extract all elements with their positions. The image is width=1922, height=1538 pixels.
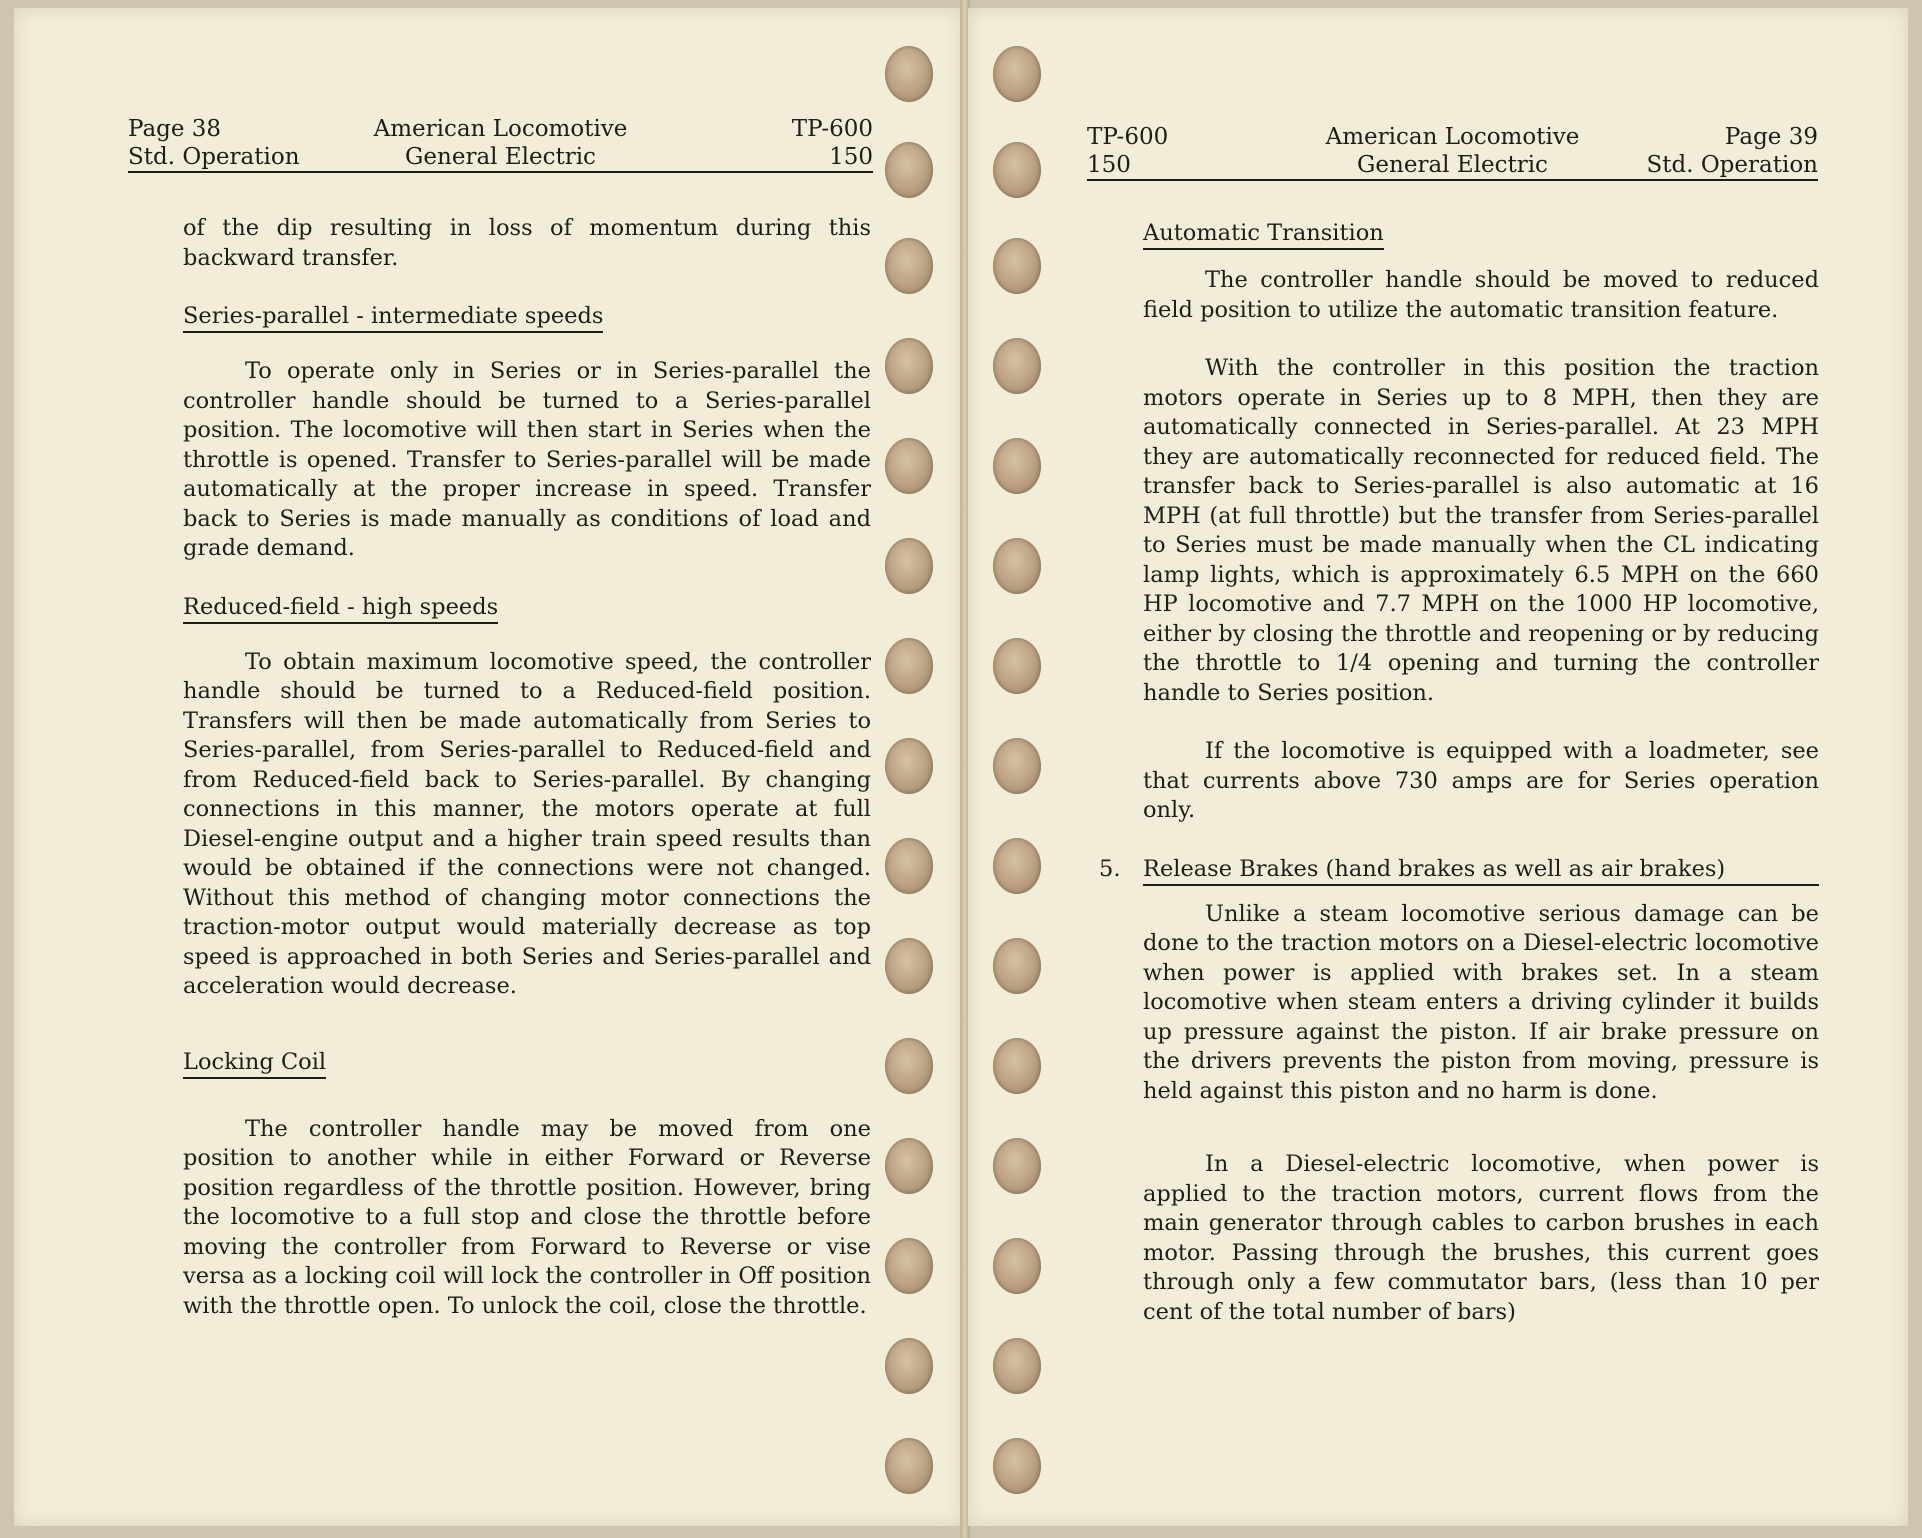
section-paragraph: The controller handle may be moved from one position to another while in either Forward or Reverse position regardless of the throttle position. However, bring the locomotive to a full stop and close the throttle before moving the controller from Forward to Reverse or vise versa as a locking coil will lock the controller in Off position with the throttle open. To unlock the coil, close the throttle. [183, 1115, 871, 1319]
right-page-header [1087, 123, 1818, 181]
section-paragraph: To obtain maximum locomotive speed, the controller handle should be turned to a Reduced-field position. Transfers will then be made automatically from Series to Series-parallel, from Series-parallel to Reduced-field and from Reduced-field back to Series-parallel. By changing connections in this manner, the motors operate at full Diesel-engine output and a higher train speed results than would be obtained if the connections were not changed. Without this method of changing motor connections the traction-motor output would materially decrease as top speed is approached in both Series and Series-parallel and acceleration would decrease. [183, 648, 871, 999]
header-subtitle: General Electric [1357, 152, 1548, 178]
left-page-header [128, 115, 873, 173]
page-number: Page 38 [128, 116, 222, 142]
binding-hole [885, 142, 933, 198]
binding-hole [885, 1438, 933, 1494]
section-paragraph: In a Diesel-electric locomotive, when power is applied to the traction motors, current flows from the main generator through cables to carbon brushes in each motor. Passing through the brushes, this current goes through only a few commutator bars, (less than 10 per cent of the total number of bars) [1143, 1151, 1819, 1325]
binding-hole [993, 1238, 1041, 1294]
binding-hole [993, 46, 1041, 102]
binding-hole [885, 338, 933, 394]
binding-hole [993, 238, 1041, 294]
binding-hole [885, 438, 933, 494]
section-paragraph: With the controller in this position the traction motors operate in Series up to 8 MPH, then they are automatically connected in Series-parallel. At 23 MPH they are automatically reconnected for reduced field. The transfer back to Series-parallel is also automatic at 16 MPH (at full throttle) but the transfer from Series-parallel to Series must be made manually when the CL indicating lamp lights, which is approximately 6.5 MPH on the 660 HP locomotive and 7.7 MPH on the 1000 HP locomotive, either by closing the throttle and reopening or by reducing the throttle to 1/4 opening and turning the controller handle to Series position. [1143, 355, 1819, 706]
right-page [968, 8, 1908, 1526]
binding-hole [993, 338, 1041, 394]
binding-holes-right [988, 0, 1048, 1538]
section-heading: Release Brakes (hand brakes as well as air brakes) [1143, 855, 1819, 886]
doc-id: TP-600 [1087, 124, 1169, 150]
binding-hole [993, 1438, 1041, 1494]
section-label: Std. Operation [1646, 152, 1818, 178]
intro-paragraph: of the dip resulting in loss of momentum during this backward transfer. [183, 215, 871, 271]
page-number: Page 39 [1724, 124, 1818, 150]
section-heading: Automatic Transition [1143, 219, 1384, 250]
binding-hole [993, 738, 1041, 794]
binding-hole [993, 142, 1041, 198]
section-paragraph: Unlike a steam locomotive serious damage can be done to the traction motors on a Diesel-electric locomotive when power is applied with brakes set. In a steam locomotive when steam enters a driving cylinder it builds up pressure against the piston. If air brake pressure on the drivers prevents the piston from moving, pressure is held against this piston and no harm is done. [1143, 900, 1819, 1104]
right-page-body [1099, 219, 1819, 1327]
binding-hole [993, 1338, 1041, 1394]
binding-hole [993, 838, 1041, 894]
binding-holes-left [880, 0, 940, 1538]
binding-hole [993, 438, 1041, 494]
section-paragraph: If the locomotive is equipped with a loadmeter, see that currents above 730 amps are for Series operation only. [1143, 738, 1819, 823]
binding-hole [885, 1138, 933, 1194]
header-subtitle: General Electric [405, 144, 596, 170]
binding-hole [993, 938, 1041, 994]
header-title: American Locomotive [373, 116, 628, 142]
binding-hole [885, 1338, 933, 1394]
binding-hole [993, 1038, 1041, 1094]
left-page-body [183, 214, 871, 1321]
section-paragraph: The controller handle should be moved to reduced field position to utilize the automatic transition feature. [1143, 267, 1819, 323]
binding-hole [885, 538, 933, 594]
section-heading: Locking Coil [183, 1048, 326, 1079]
left-page [14, 8, 962, 1526]
binding-hole [885, 1038, 933, 1094]
binding-hole [885, 46, 933, 102]
doc-number: 150 [1087, 152, 1131, 178]
binding-hole [993, 638, 1041, 694]
section-paragraph: To operate only in Series or in Series-parallel the controller handle should be turned to a Series-parallel position. The locomotive will then start in Series when the throttle is opened. Transfer to Series-parallel will be made automatically at the proper increase in speed. Transfer back to Series is made manually as conditions of load and grade demand. [183, 358, 871, 561]
header-title: American Locomotive [1325, 124, 1580, 150]
binding-hole [885, 738, 933, 794]
binding-hole [885, 938, 933, 994]
doc-id: TP-600 [791, 116, 873, 142]
binding-hole [993, 538, 1041, 594]
binding-hole [885, 238, 933, 294]
binding-hole [885, 838, 933, 894]
section-number: 5. [1099, 855, 1121, 882]
doc-number: 150 [829, 144, 873, 170]
section-heading: Series-parallel - intermediate speeds [183, 302, 603, 333]
section-heading: Reduced-field - high speeds [183, 593, 498, 624]
binding-hole [993, 1138, 1041, 1194]
section-label: Std. Operation [128, 144, 300, 170]
numbered-heading [1099, 855, 1819, 886]
binding-hole [885, 638, 933, 694]
binding-hole [885, 1238, 933, 1294]
